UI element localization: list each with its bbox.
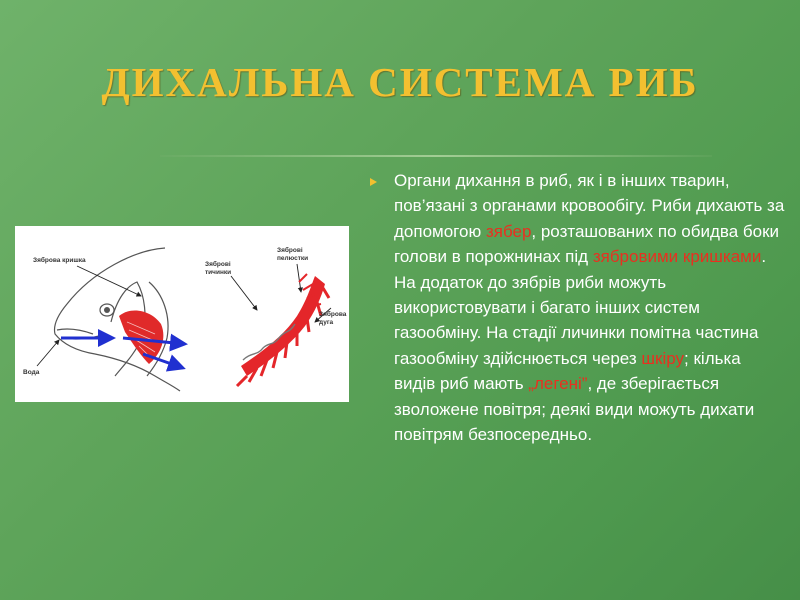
gill-diagram xyxy=(15,226,349,402)
highlight-gill-covers: зябровими кришками xyxy=(592,247,762,267)
text-segment: , розташованих по обидва боки голови в порожнинах під xyxy=(394,221,780,267)
label-gill-petals-line2: пелюстки xyxy=(277,255,309,262)
slide-title: ДИХАЛЬНА СИСТЕМА РИБ xyxy=(101,59,699,105)
fish-head-outline xyxy=(55,248,181,391)
water-flow-arrows xyxy=(61,338,185,368)
label-gill-petals-line1: Зяброві xyxy=(277,247,303,254)
title-divider xyxy=(160,155,712,157)
text-segment: . На додаток до зябрів риби можуть використовувати і багато інших систем газообміну. На стадії личинки помітна частина газообміну здійснюється через xyxy=(394,247,767,368)
text-segment: , де зберігається зволожене повітря; деякі види можуть дихати повітрям безпосередньо. xyxy=(394,374,755,445)
bullet-marker-icon xyxy=(370,178,377,186)
bullet-block xyxy=(370,168,790,447)
label-gill-cover: Зяброва кришка xyxy=(33,257,86,264)
label-water: Вода xyxy=(23,369,40,376)
text-segment: Органи дихання в риб, як і в інших тварин, пов’язані з органами кровообігу. Риби дихають за допомогою xyxy=(394,171,785,241)
label-gill-arch-line1: Зяброва xyxy=(319,311,347,318)
bullet-text xyxy=(394,168,786,447)
label-gill-rakers-line2: тичинки xyxy=(205,269,232,276)
highlight-gills: зябер xyxy=(485,221,532,241)
gill-arch-detail xyxy=(237,274,329,386)
highlight-skin: шкіру xyxy=(641,348,685,368)
label-gill-rakers-line1: Зяброві xyxy=(205,261,231,268)
text-segment: ; кілька видів риб мають xyxy=(394,348,741,394)
gill-diagram-svg xyxy=(15,226,349,402)
highlight-lungs: „легені” xyxy=(528,374,588,394)
fish-eye xyxy=(104,307,110,313)
label-gill-arch-line2: дуга xyxy=(319,319,334,326)
